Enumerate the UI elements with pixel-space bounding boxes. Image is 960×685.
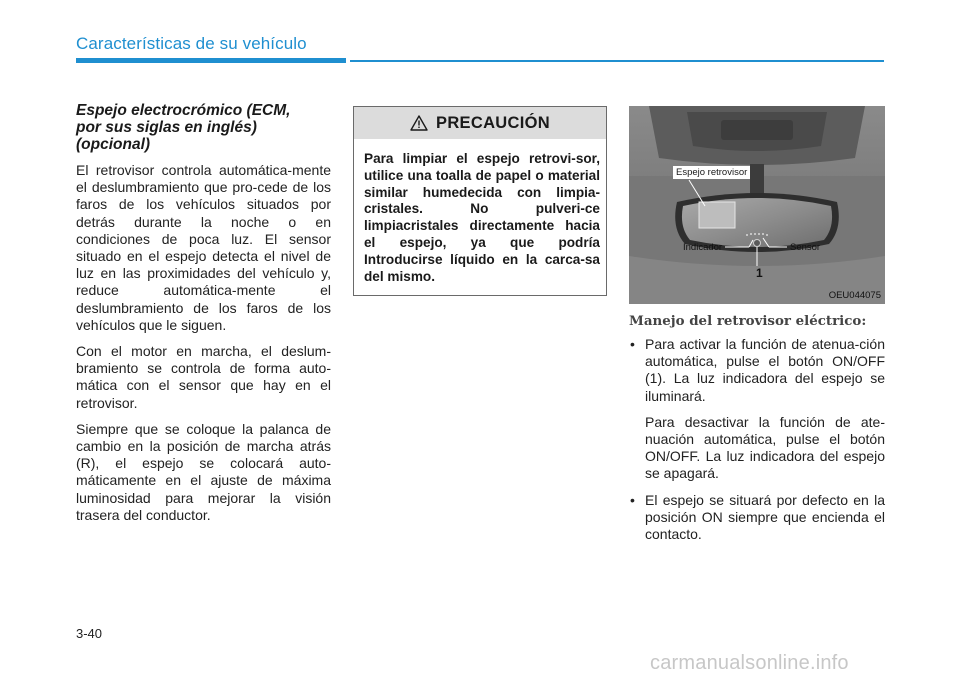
caution-box bbox=[353, 106, 607, 296]
figure-code: OEU044075 bbox=[828, 290, 881, 301]
paragraph-engine-running: Con el motor en marcha, el deslum-bramiento se controla de forma auto-mática con el sensor que hay en el retrovisor. bbox=[76, 343, 331, 411]
paragraph-reverse-gear: Siempre que se coloque la palanca de cambio en la posición de marcha atrás (R), el espejo se colocará auto-máticamente en el ajuste de máxima luminosidad para mejorar la visión trasera del conductor. bbox=[76, 420, 331, 523]
paragraph-ecm-description: El retrovisor controla automática-mente el deslumbramiento que pro-cede de los faros de los vehículos situados por detrás durante la noche o en condiciones de poca luz. El sensor situado en el espejo detecta el nivel de luz en las proximidades del vehículo y, reduce automática-mente el deslumbramiento de los faros de los vehículos que le siguen. bbox=[76, 162, 331, 333]
caution-text: Para limpiar el espejo retrovi-sor, utilice una toalla de papel o material similar humedecida con limpia-cristales. No pulveri-ce limpiacristales directamente hacia el espejo, ya que podría Introducirse líquido en la carca-sa del mismo. bbox=[364, 151, 600, 284]
section-heading-line-1: Espejo electrocrómico (ECM, bbox=[76, 102, 291, 119]
header-rule-thin bbox=[350, 60, 884, 62]
section-heading bbox=[76, 102, 331, 153]
label-indicator: Indicador bbox=[683, 242, 723, 253]
list-item bbox=[629, 336, 885, 483]
bullet-dot: • bbox=[630, 336, 635, 352]
header-rule-thick bbox=[76, 58, 346, 63]
caution-title: PRECAUCIÓN bbox=[436, 113, 550, 132]
label-sensor: Sensor bbox=[790, 242, 821, 253]
mirror-figure bbox=[629, 106, 885, 304]
bullet-1-activate: Para activar la función de atenua-ción automática, pulse el botón ON/OFF (1). La luz indicadora del espejo se iluminará. bbox=[645, 336, 885, 404]
callout-number-1: 1 bbox=[756, 266, 763, 280]
right-column bbox=[629, 313, 885, 552]
page-number: 3-40 bbox=[76, 626, 103, 641]
watermark: carmanualsonline.info bbox=[650, 652, 849, 674]
list-item bbox=[629, 492, 885, 544]
warning-triangle-icon bbox=[410, 115, 428, 131]
section-heading-line-3: (opcional) bbox=[76, 136, 151, 153]
label-mirror: Espejo retrovisor bbox=[673, 166, 750, 179]
section-header-title: Características de su vehículo bbox=[76, 34, 307, 53]
mirror-operation-heading: Manejo del retrovisor eléctrico: bbox=[629, 313, 867, 329]
left-column bbox=[76, 102, 331, 533]
bullet-2-default-on: El espejo se situará por defecto en la posición ON siempre que encienda el contacto. bbox=[645, 491, 885, 543]
section-heading-line-2: por sus siglas en inglés) bbox=[76, 119, 257, 136]
bullet-1-deactivate: Para desactivar la función de ate-nuación automática, pulse el botón ON/OFF. La luz indicadora del espejo se apagará. bbox=[645, 413, 885, 482]
bullet-dot: • bbox=[630, 491, 635, 508]
caution-header bbox=[354, 107, 606, 139]
